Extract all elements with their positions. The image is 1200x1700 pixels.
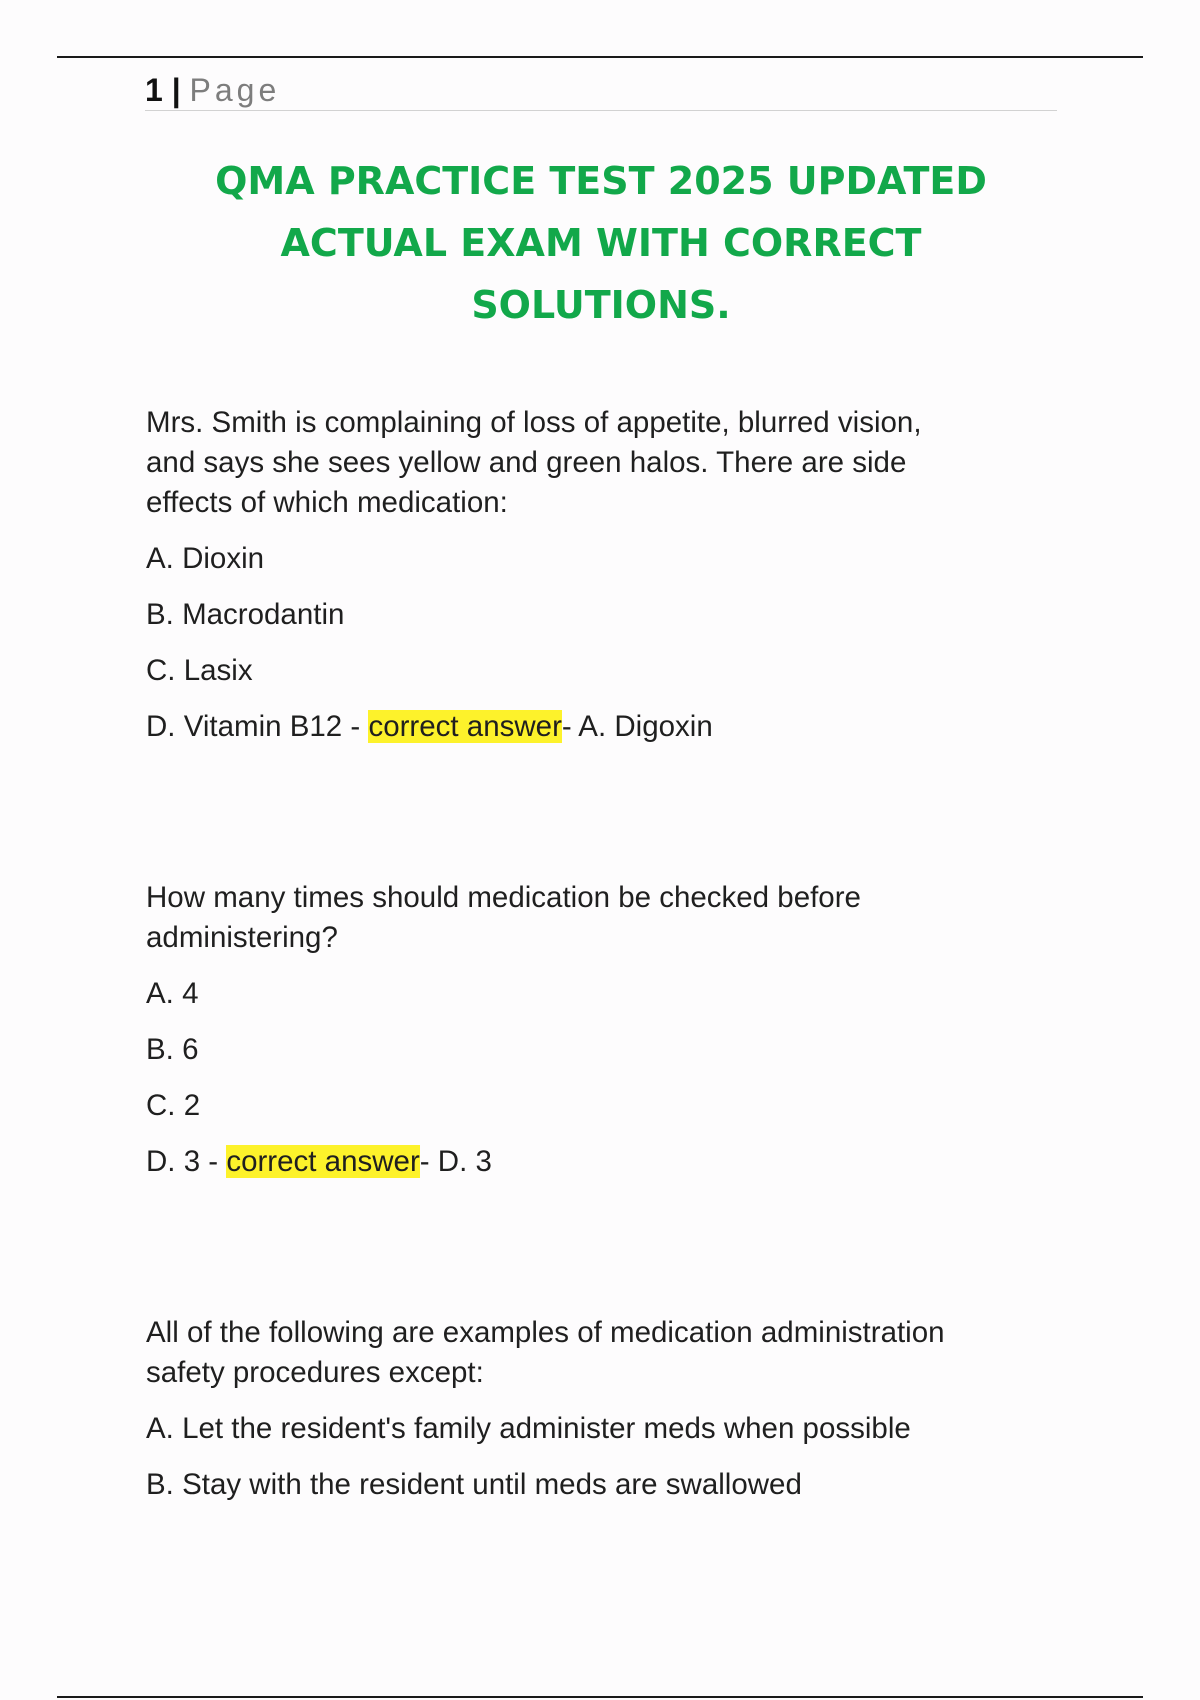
bottom-rule	[57, 1696, 1143, 1698]
option-b: B. 6	[146, 1033, 199, 1066]
question-text	[146, 1313, 1056, 1393]
answer-text: - A. Digoxin	[561, 710, 713, 743]
answer-text: - D. 3	[419, 1145, 492, 1178]
document-title	[145, 150, 1057, 336]
page-separator: |	[171, 72, 181, 108]
title-line-1: QMA PRACTICE TEST 2025 UPDATED	[215, 159, 987, 203]
title-line-2: ACTUAL EXAM WITH CORRECT	[280, 221, 922, 265]
question-text-line: administering?	[146, 921, 338, 954]
correct-answer-highlight: correct answer	[226, 1145, 420, 1178]
option-b: B. Stay with the resident until meds are swallowed	[146, 1468, 802, 1501]
question-text	[146, 403, 1056, 523]
correct-answer-highlight: correct answer	[368, 710, 562, 743]
top-rule	[57, 56, 1143, 58]
option-d-with-answer	[146, 707, 1056, 763]
question-text-line: safety procedures except:	[146, 1356, 484, 1389]
option-d-with-answer	[146, 1142, 1056, 1198]
page-label: Page	[189, 72, 281, 108]
question-text-line: effects of which medication:	[146, 486, 508, 519]
option-a: A. Dioxin	[146, 542, 265, 575]
question-2	[146, 878, 1056, 1198]
question-1	[146, 403, 1056, 763]
title-line-3: SOLUTIONS.	[471, 283, 731, 327]
page-number: 1	[145, 72, 163, 108]
question-3	[146, 1313, 1056, 1521]
option-b: B. Macrodantin	[146, 598, 345, 631]
option-d: D. Vitamin B12 -	[146, 710, 369, 743]
question-text-line: and says she sees yellow and green halos. There are side	[146, 446, 907, 479]
question-text-line: Mrs. Smith is complaining of loss of appetite, blurred vision,	[146, 406, 922, 439]
option-d: D. 3 -	[146, 1145, 227, 1178]
option-c: C. 2	[146, 1089, 201, 1122]
option-a: A. Let the resident's family administer meds when possible	[146, 1412, 911, 1445]
question-text-line: How many times should medication be checked before	[146, 881, 861, 914]
page-header	[145, 72, 1057, 111]
question-text	[146, 878, 1056, 958]
option-c: C. Lasix	[146, 654, 253, 687]
option-a: A. 4	[146, 977, 199, 1010]
question-text-line: All of the following are examples of medication administration	[146, 1316, 945, 1349]
